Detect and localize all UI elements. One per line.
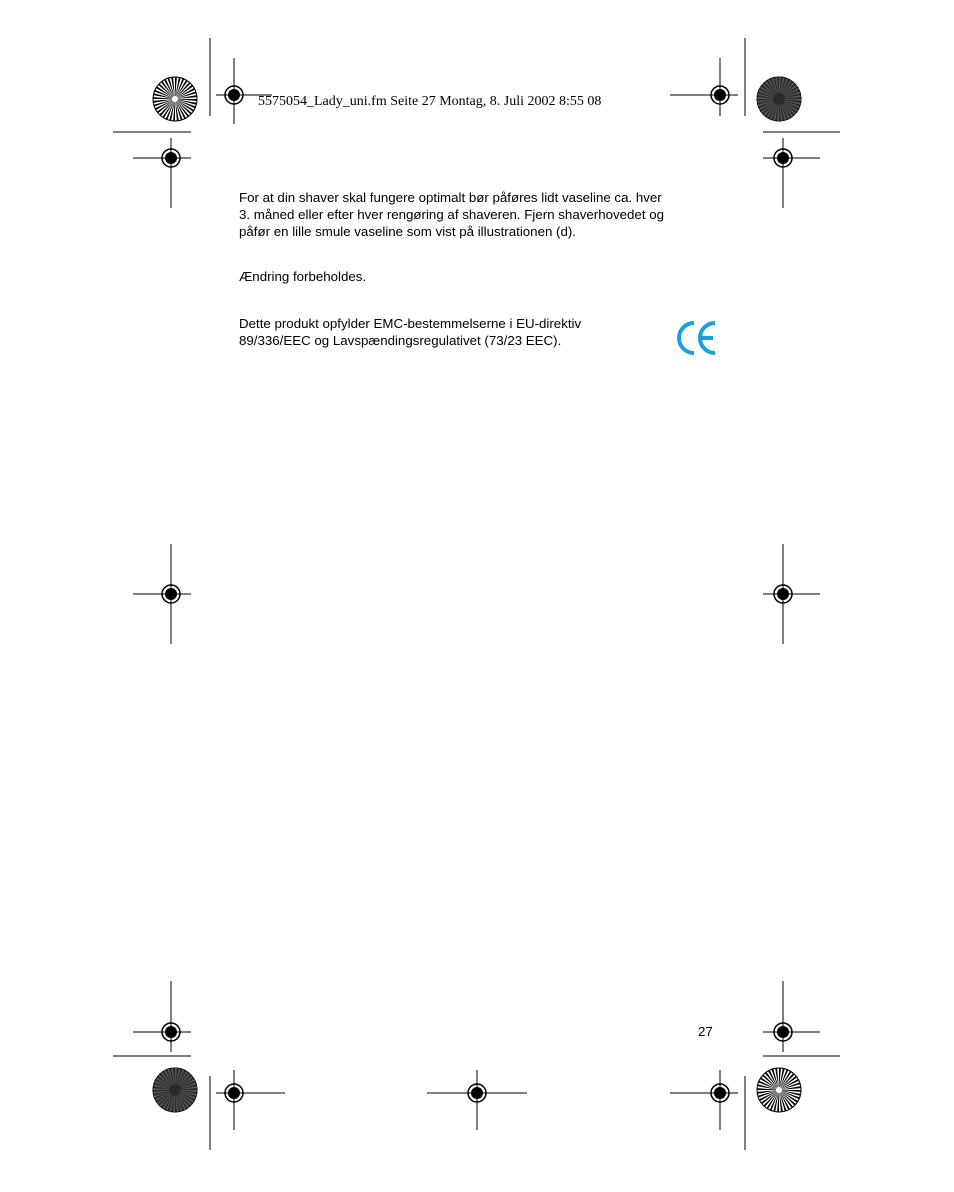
care-paragraph xyxy=(239,189,664,240)
star-target-bottom-left xyxy=(153,1068,197,1112)
care-line-2: 3. måned eller efter hver rengøring af shaveren. Fjern shaverhovedet og xyxy=(239,207,664,222)
care-line-1: For at din shaver skal fungere optimalt bør påføres lidt vaseline ca. hver xyxy=(239,190,662,205)
print-header: 5575054_Lady_uni.fm Seite 27 Montag, 8. Juli 2002 8:55 08 xyxy=(258,94,602,109)
emc-line-1: Dette produkt opfylder EMC-bestemmelserne i EU-direktiv xyxy=(239,316,582,331)
star-target-bottom-right xyxy=(757,1068,801,1112)
ce-mark-icon xyxy=(676,319,718,357)
change-notice-paragraph xyxy=(239,268,366,285)
change-notice: Ændring forbeholdes. xyxy=(239,269,367,284)
care-line-3: påfør en lille smule vaseline som vist på illustrationen (d). xyxy=(239,224,576,239)
page-number: 27 xyxy=(698,1024,713,1039)
emc-line-2: 89/336/EEC og Lavspændingsregulativet (73/23 EEC). xyxy=(239,333,562,348)
emc-paragraph xyxy=(239,315,581,349)
star-target-top-right xyxy=(757,77,801,121)
star-target-top-left xyxy=(153,77,197,121)
